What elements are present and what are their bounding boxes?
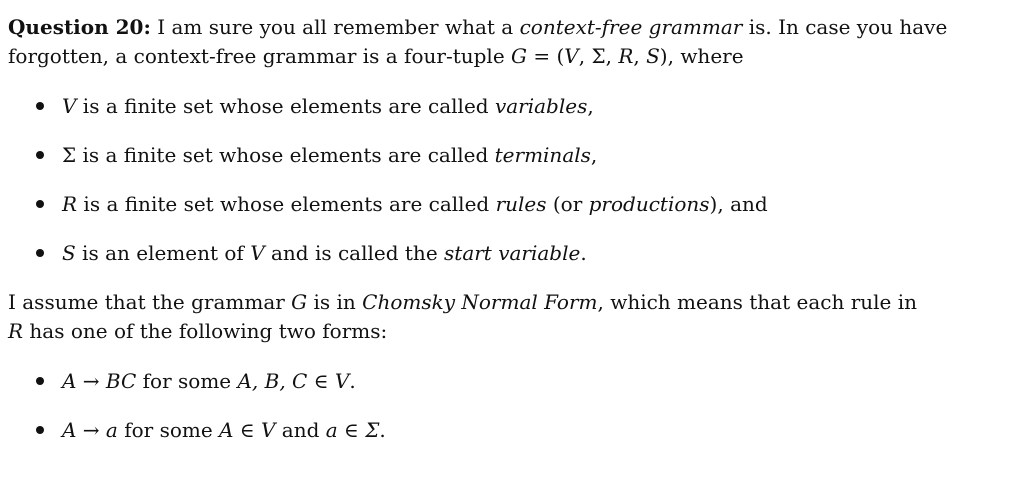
math-sep: , bbox=[605, 44, 619, 68]
item-tail: . bbox=[580, 241, 587, 265]
bullet-dot bbox=[36, 102, 44, 110]
math-sep: , bbox=[633, 44, 647, 68]
math-s: S bbox=[646, 44, 660, 68]
math-membership: A, B, C ∈ V bbox=[237, 369, 350, 393]
question-text-end: is. In case you have bbox=[742, 15, 948, 39]
list-item bbox=[36, 371, 356, 391]
para-text: has one of the following two forms: bbox=[23, 319, 388, 343]
item-text: is a finite set whose elements are called bbox=[77, 192, 496, 216]
math-r: R bbox=[618, 44, 634, 68]
question-label: Question 20: bbox=[8, 15, 151, 39]
math-v: V bbox=[564, 44, 579, 68]
item-term: start variable bbox=[444, 241, 581, 265]
term-cfg: context-free grammar bbox=[519, 15, 743, 39]
item-tail: . bbox=[379, 418, 386, 442]
math-v: V bbox=[62, 94, 77, 118]
math-eq: = ( bbox=[527, 44, 565, 68]
math-r: R bbox=[62, 192, 78, 216]
math-membership: A ∈ V bbox=[219, 418, 276, 442]
item-text: (or bbox=[546, 192, 589, 216]
item-text: is a finite set whose elements are called bbox=[76, 143, 495, 167]
math-s: S bbox=[62, 241, 76, 265]
list-item bbox=[36, 420, 386, 440]
math-sep: , bbox=[578, 44, 592, 68]
question-text: I am sure you all remember what a bbox=[150, 15, 520, 39]
item-text: is an element of bbox=[75, 241, 251, 265]
list-item bbox=[36, 96, 594, 116]
para-text: , which means that each rule in bbox=[597, 290, 918, 314]
item-term: variables bbox=[494, 94, 588, 118]
list-item bbox=[36, 145, 597, 165]
paragraph-line-2 bbox=[8, 321, 387, 341]
math-sigma: Σ bbox=[62, 143, 77, 167]
question-line-2 bbox=[8, 46, 744, 66]
term-cnf: Chomsky Normal Form bbox=[362, 290, 598, 314]
item-text: is a finite set whose elements are called bbox=[76, 94, 495, 118]
math-sigma: Σ bbox=[591, 44, 606, 68]
question-text: forgotten, a context-free grammar is a four-tuple bbox=[8, 44, 512, 68]
item-term: productions bbox=[588, 192, 710, 216]
item-tail: , bbox=[590, 143, 598, 167]
para-text: is in bbox=[307, 290, 363, 314]
math-g: G bbox=[511, 44, 527, 68]
math-v: V bbox=[250, 241, 265, 265]
paragraph-line-1 bbox=[8, 292, 917, 312]
math-rule: A → a bbox=[62, 418, 118, 442]
bullet-dot bbox=[36, 200, 44, 208]
list-item bbox=[36, 194, 768, 214]
item-text: and bbox=[275, 418, 326, 442]
item-term: rules bbox=[495, 192, 547, 216]
math-rule: A → BC bbox=[62, 369, 137, 393]
math-membership: a ∈ Σ bbox=[325, 418, 380, 442]
bullet-dot bbox=[36, 151, 44, 159]
item-tail: . bbox=[349, 369, 356, 393]
item-text: and is called the bbox=[264, 241, 445, 265]
item-text: for some bbox=[117, 418, 220, 442]
bullet-dot bbox=[36, 249, 44, 257]
item-term: terminals bbox=[494, 143, 591, 167]
question-line-1 bbox=[8, 17, 947, 37]
para-text: I assume that the grammar bbox=[8, 290, 292, 314]
math-r: R bbox=[8, 319, 24, 343]
bullet-dot bbox=[36, 377, 44, 385]
bullet-dot bbox=[36, 426, 44, 434]
math-g: G bbox=[291, 290, 308, 314]
item-tail: ), and bbox=[709, 192, 768, 216]
question-text-end: ), where bbox=[659, 44, 744, 68]
item-text: for some bbox=[136, 369, 238, 393]
list-item bbox=[36, 243, 587, 263]
item-tail: , bbox=[587, 94, 594, 118]
